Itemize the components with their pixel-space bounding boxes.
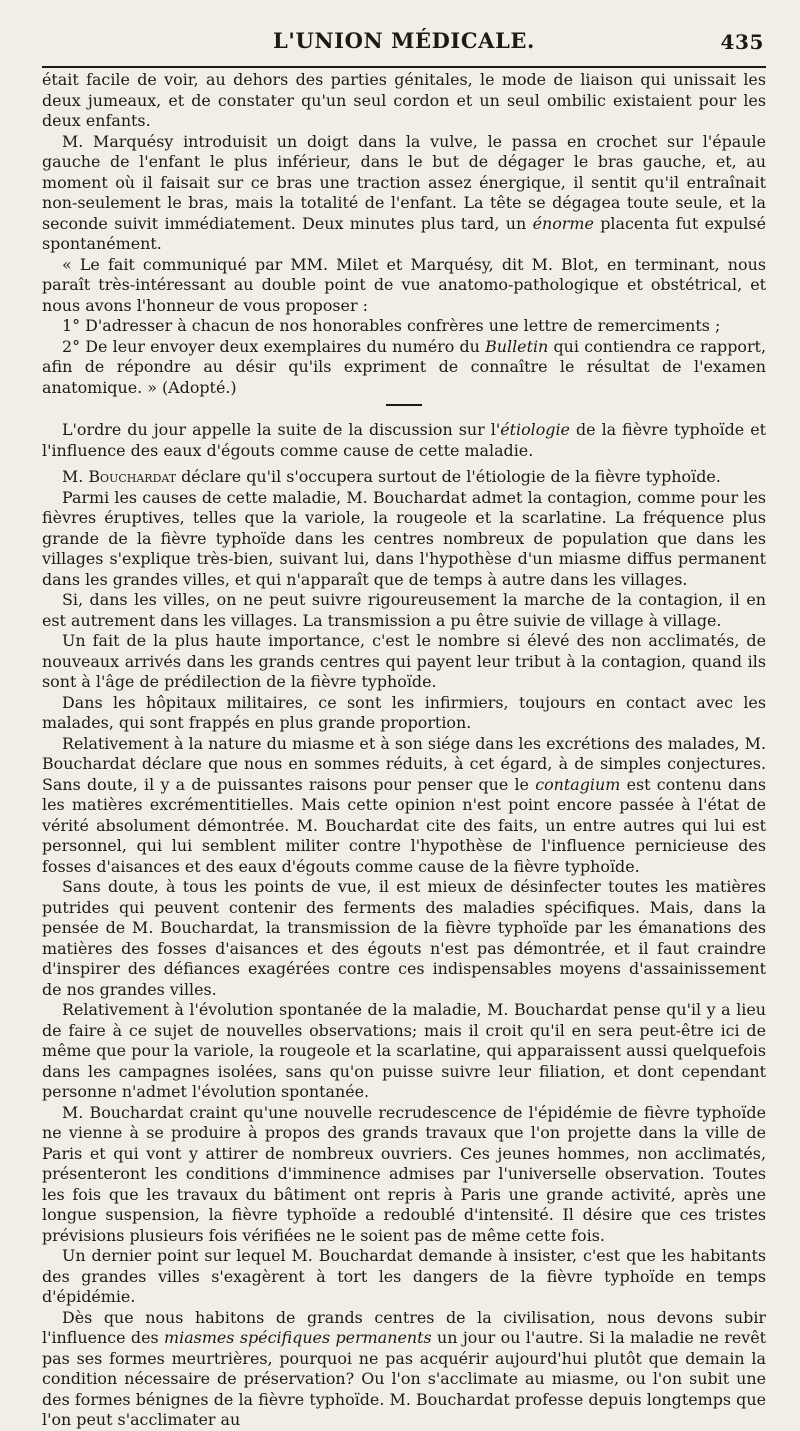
running-head bbox=[42, 28, 766, 56]
paragraph: Dans les hôpitaux militaires, ce sont les infirmiers, toujours en contact avec les malades, qui sont frappés en plus grande proportion. bbox=[42, 692, 766, 732]
paragraph: Relativement à l'évolution spontanée de la maladie, M. Bouchardat pense qu'il y a lieu de faire à ce sujet de nouvelles observations; mais il croit qu'il en sera peut-être ici de même que pour la variole, la rougeole et la scarlatine, qui apparaissent aussi quelquefois dans les campagnes isolées, sans qu'on puisse suivre leur filiation, et dont cependant personne n'admet l'évolution spontanée. bbox=[42, 1000, 766, 1101]
paragraph: M. Marquésy introduisit un doigt dans la vulve, le passa en crochet sur l'épaule gauche de l'enfant le plus inférieur, dans le but de dégager le bras gauche, et, au moment où il faisait sur ce bras une traction assez énergique, il sentit qu'il entraînait non-seulement le bras, mais la totalité de l'enfant. La tête se dégagea toute seule, et la seconde suivit immédiatement. Deux minutes plus tard, un énorme placenta fut expulsé spontanément. bbox=[42, 131, 766, 253]
paragraph: M. Bouchardat craint qu'une nouvelle recrudescence de l'épidémie de fièvre typhoïde ne vienne à se produire à propos des grands travaux que l'on projette dans la ville de Paris et qui vont y attirer de nombreux ouvriers. Ces jeunes hommes, non acclimatés, présenteront les conditions d'imminence admises par l'universelle observation. Toutes les fois que les travaux du bâtiment ont repris à Paris une grande activité, après une longue suspension, la fièvre typhoïde a redoublé d'intensité. Il désire que ces tristes prévisions plusieurs fois vérifiées ne le soient pas de même cette fois. bbox=[42, 1102, 766, 1245]
paragraph: Un dernier point sur lequel M. Bouchardat demande à insister, c'est que les habitants des grandes villes s'exagèrent à tort les dangers de la fièvre typhoïde en temps d'épidémie. bbox=[42, 1246, 766, 1306]
article-body bbox=[42, 70, 766, 1431]
paragraph: Sans doute, à tous les points de vue, il est mieux de désinfecter toutes les matières putrides qui peuvent contenir des ferments des maladies spécifiques. Mais, dans la pensée de M. Bouchardat, la transmission de la fièvre typhoïde par les émanations des matières des fosses d'aisances et des égouts n'est pas démontrée, et il faut craindre d'inspirer des défiances exagérées contre ces indispensables moyens d'assainissement de nos grandes villes. bbox=[42, 877, 766, 999]
paragraph: Un fait de la plus haute importance, c'est le nombre si élevé des non acclimatés, de nouveaux arrivés dans les grands centres qui payent leur tribut à la contagion, quand ils sont à l'âge de prédilection de la fièvre typhoïde. bbox=[42, 631, 766, 691]
journal-title: L'UNION MÉDICALE. bbox=[273, 28, 535, 53]
speaker-name: M. Bouchardat bbox=[62, 467, 177, 486]
header-rule bbox=[42, 66, 766, 68]
paragraph: Si, dans les villes, on ne peut suivre rigoureusement la marche de la contagion, il en est autrement dans les villages. La transmission a pu être suivie de village à village. bbox=[42, 590, 766, 630]
paragraph: L'ordre du jour appelle la suite de la discussion sur l'étiologie de la fièvre typhoïde et l'influence des eaux d'égouts comme cause de cette maladie. bbox=[42, 420, 766, 460]
paragraph: M. Bouchardat déclare qu'il s'occupera surtout de l'étiologie de la fièvre typhoïde. bbox=[62, 467, 721, 486]
paragraph: Dès que nous habitons de grands centres de la civilisation, nous devons subir l'influence des miasmes spécifiques permanents un jour ou l'autre. Si la maladie ne revêt pas ses formes meurtrières, pourquoi ne pas acquérir aujourd'hui plutôt que demain la condition nécessaire de préservation? Ou l'on s'acclimate au miasme, ou l'on subit une des formes bénignes de la fièvre typhoïde. M. Bouchardat professe depuis longtemps que l'on peut s'acclimater au bbox=[42, 1307, 766, 1429]
paragraph: était facile de voir, au dehors des parties génitales, le mode de liaison qui unissait les deux jumeaux, et de constater qu'un seul cordon et un seul ombilic existaient pour les deux enfants. bbox=[42, 70, 766, 130]
paragraph: Parmi les causes de cette maladie, M. Bouchardat admet la contagion, comme pour les fièvres éruptives, telles que la variole, la rougeole et la scarlatine. La fréquence plus grande de la fièvre typhoïde dans les centres nombreux de population que dans les villages s'explique très-bien, suivant lui, dans l'hypothèse d'un miasme diffus permanent dans les grandes villes, et qui n'apparaît que de temps à autre dans les villages. bbox=[42, 487, 766, 589]
list-item: 2° De leur envoyer deux exemplaires du numéro du Bulletin qui contiendra ce rapport, afin de répondre au désir qu'ils expriment de connaître le résultat de l'examen anatomique. » (Adopté.) bbox=[42, 336, 766, 397]
paragraph: « Le fait communiqué par MM. Milet et Marquésy, dit M. Blot, en terminant, nous paraît très-intéressant au double point de vue anatomo-pathologique et obstétrical, et nous avons l'honneur de vous proposer : bbox=[42, 254, 766, 315]
page-number: 435 bbox=[720, 30, 764, 54]
section-divider bbox=[386, 404, 422, 406]
list-item: 1° D'adresser à chacun de nos honorables confrères une lettre de remerciments ; bbox=[62, 316, 721, 335]
paragraph: Relativement à la nature du miasme et à son siége dans les excrétions des malades, M. Bouchardat déclare que nous en sommes réduits, à cet égard, à de simples conjectures. Sans doute, il y a de puissantes raisons pour penser que le contagium est contenu dans les matières excrémentitielles. Mais cette opinion n'est point encore passée à l'état de vérité absolument démontrée. M. Bouchardat cite des faits, un entre autres qui lui est personnel, qui lui semblent militer contre l'hypothèse de l'influence pernicieuse des fosses d'aisances et des eaux d'égouts comme cause de la fièvre typhoïde. bbox=[42, 733, 766, 876]
